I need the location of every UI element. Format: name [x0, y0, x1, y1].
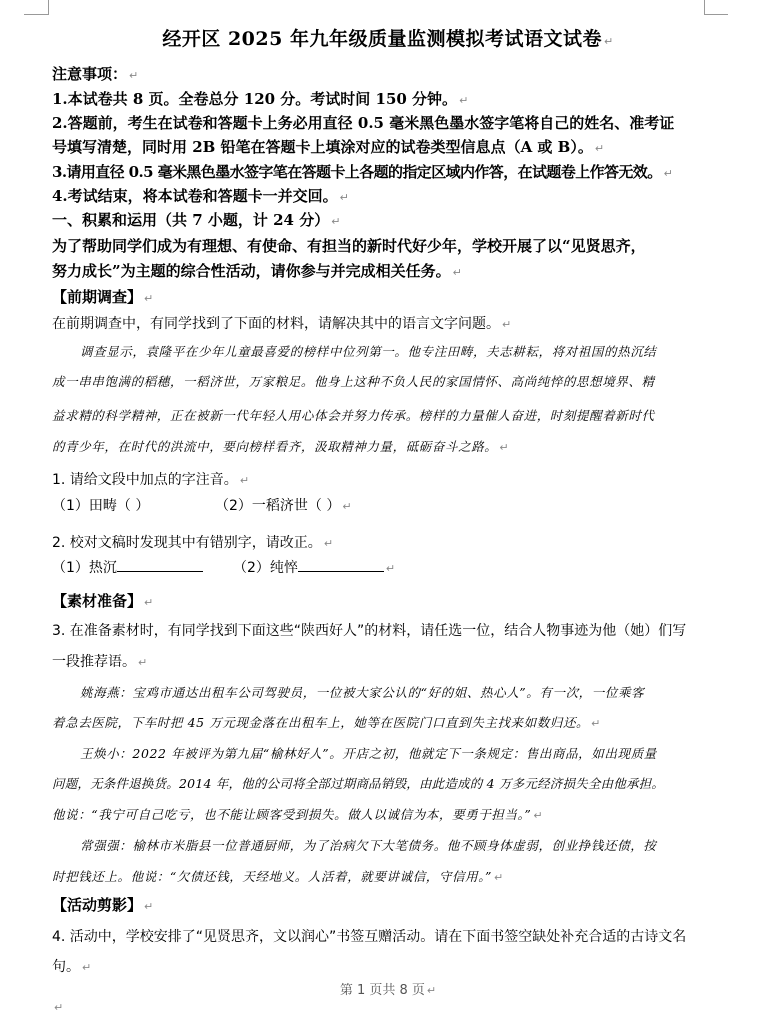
- question-4-line-2: 句。 ↵: [52, 959, 92, 975]
- answer-blank-2[interactable]: [298, 557, 384, 572]
- note-item-2-line-1: 2.答题前，考生在试卷和答题卡上务必用直径 0.5 毫米黑色墨水签字笔将自己的姓名、准考证: [52, 114, 675, 132]
- section-1-intro-line-2: 努力成长”为主题的综合性活动，请你参与并完成相关任务。 ↵: [52, 262, 462, 280]
- page-title: 经开区 2025 年九年级质量监测模拟考试语文试卷 ↵: [162, 28, 614, 50]
- crop-mark-top-left-vertical: [48, 0, 49, 15]
- section-1-heading: 一、积累和运用（共 7 小题，计 24 分） ↵: [52, 211, 341, 229]
- note-item-4: 4.考试结束，将本试卷和答题卡一并交回。 ↵: [52, 187, 349, 205]
- note-item-3: 3.请用直径 0.5 毫米黑色墨水签字笔在答题卡上各题的指定区域内作答，在试题卷上作答无效。 ↵: [52, 163, 673, 181]
- person-1-line-1: 姚海燕：宝鸡市通达出租车公司驾驶员，一位被大家公认的“好的姐、热心人”。有一次，一位乘客: [80, 685, 645, 700]
- question-2: 2. 校对文稿时发现其中有错别字，请改正。 ↵: [52, 535, 334, 551]
- question-3-line-2: 一段推荐语。 ↵: [52, 654, 148, 670]
- note-item-2-line-2: 号填写清楚，同时用 2B 铅笔在答题卡上填涂对应的试卷类型信息点（A 或 B）。 ↵: [52, 138, 605, 156]
- material-heading: 【素材准备】 ↵: [52, 592, 154, 610]
- person-1-line-2: 着急去医院，下车时把 45 万元现金落在出租车上，她等在医院门口直到失主找来如数归还。 ↵: [52, 715, 601, 730]
- note-item-1: 1.本试卷共 8 页。全卷总分 120 分。考试时间 150 分钟。 ↵: [52, 90, 469, 108]
- question-2-part-2: （2）纯悴 ↵: [233, 557, 395, 577]
- question-1-part-2: （2）一稻济世（ ） ↵: [215, 498, 352, 514]
- question-3-line-1: 3. 在准备素材时，有同学找到下面这些“陕西好人”的材料，请任选一位，结合人物事迹为他（她）们写: [52, 623, 687, 639]
- question-1: 1. 请给文段中加点的字注音。 ↵: [52, 472, 250, 488]
- person-3-line-2: 时把钱还上。他说：“欠债还钱，天经地义。人活着，就要讲诚信，守信用。” ↵: [52, 869, 504, 884]
- section-1-intro-line-1: 为了帮助同学们成为有理想、有使命、有担当的新时代好少年，学校开展了以“见贤思齐，: [52, 237, 646, 255]
- notes-heading: 注意事项： ↵: [52, 65, 139, 83]
- question-1-part-1: （1）田畴（ ）: [52, 498, 150, 514]
- question-2-part-1: （1）热沉: [52, 557, 203, 577]
- survey-passage-line-4: 的青少年，在时代的洪流中，要向榜样看齐，汲取精神力量，砥砺奋斗之路。 ↵: [52, 439, 510, 454]
- survey-heading: 【前期调查】 ↵: [52, 288, 154, 306]
- crop-mark-top-left: [24, 14, 48, 15]
- activity-heading: 【活动剪影】 ↵: [52, 896, 154, 914]
- survey-passage-line-1: 调查显示，袁隆平在少年儿童最喜爱的榜样中位列第一。他专注田畴，夫志耕耘，将对祖国的热沉结: [80, 344, 657, 359]
- crop-mark-top-right-vertical: [704, 0, 705, 15]
- answer-blank-1[interactable]: [117, 557, 203, 572]
- paragraph-mark: ↵: [54, 1001, 64, 1014]
- person-2-line-2: 问题，无条件退换货。2014 年，他的公司将全部过期商品销毁，由此造成的 4 万多元经济损失全由他承担。: [52, 776, 665, 791]
- crop-mark-top-right: [704, 14, 728, 15]
- question-4-line-1: 4. 活动中，学校安排了“见贤思齐，文以润心”书签互赠活动。请在下面书签空缺处补充合适的古诗文名: [52, 929, 687, 945]
- survey-instruction: 在前期调查中，有同学找到了下面的材料，请解决其中的语言文字问题。 ↵: [52, 316, 512, 332]
- survey-passage-line-2: 成一串串饱满的稻穗，一稻济世，万家粮足。他身上这种不负人民的家国情怀、高尚纯悴的思想境界、精: [52, 374, 655, 389]
- person-2-line-1: 王焕小：2022 年被评为第九届“榆林好人”。开店之初，他就定下一条规定：售出商品，如出现质量: [80, 746, 657, 761]
- survey-passage-line-3: 益求精的科学精神，正在被新一代年轻人用心体会并努力传承。榜样的力量催人奋进，时刻提醒着新时代: [52, 408, 655, 423]
- person-3-line-1: 常强强：榆林市米脂县一位普通厨师，为了治病欠下大笔债务。他不顾身体虚弱，创业挣钱还债，按: [80, 838, 657, 853]
- person-2-line-3: 他说：“我宁可自己吃亏，也不能让顾客受到损失。做人以诚信为本，要勇于担当。” ↵: [52, 807, 544, 822]
- page-footer: 第 1 页共 8 页 ↵: [339, 983, 437, 998]
